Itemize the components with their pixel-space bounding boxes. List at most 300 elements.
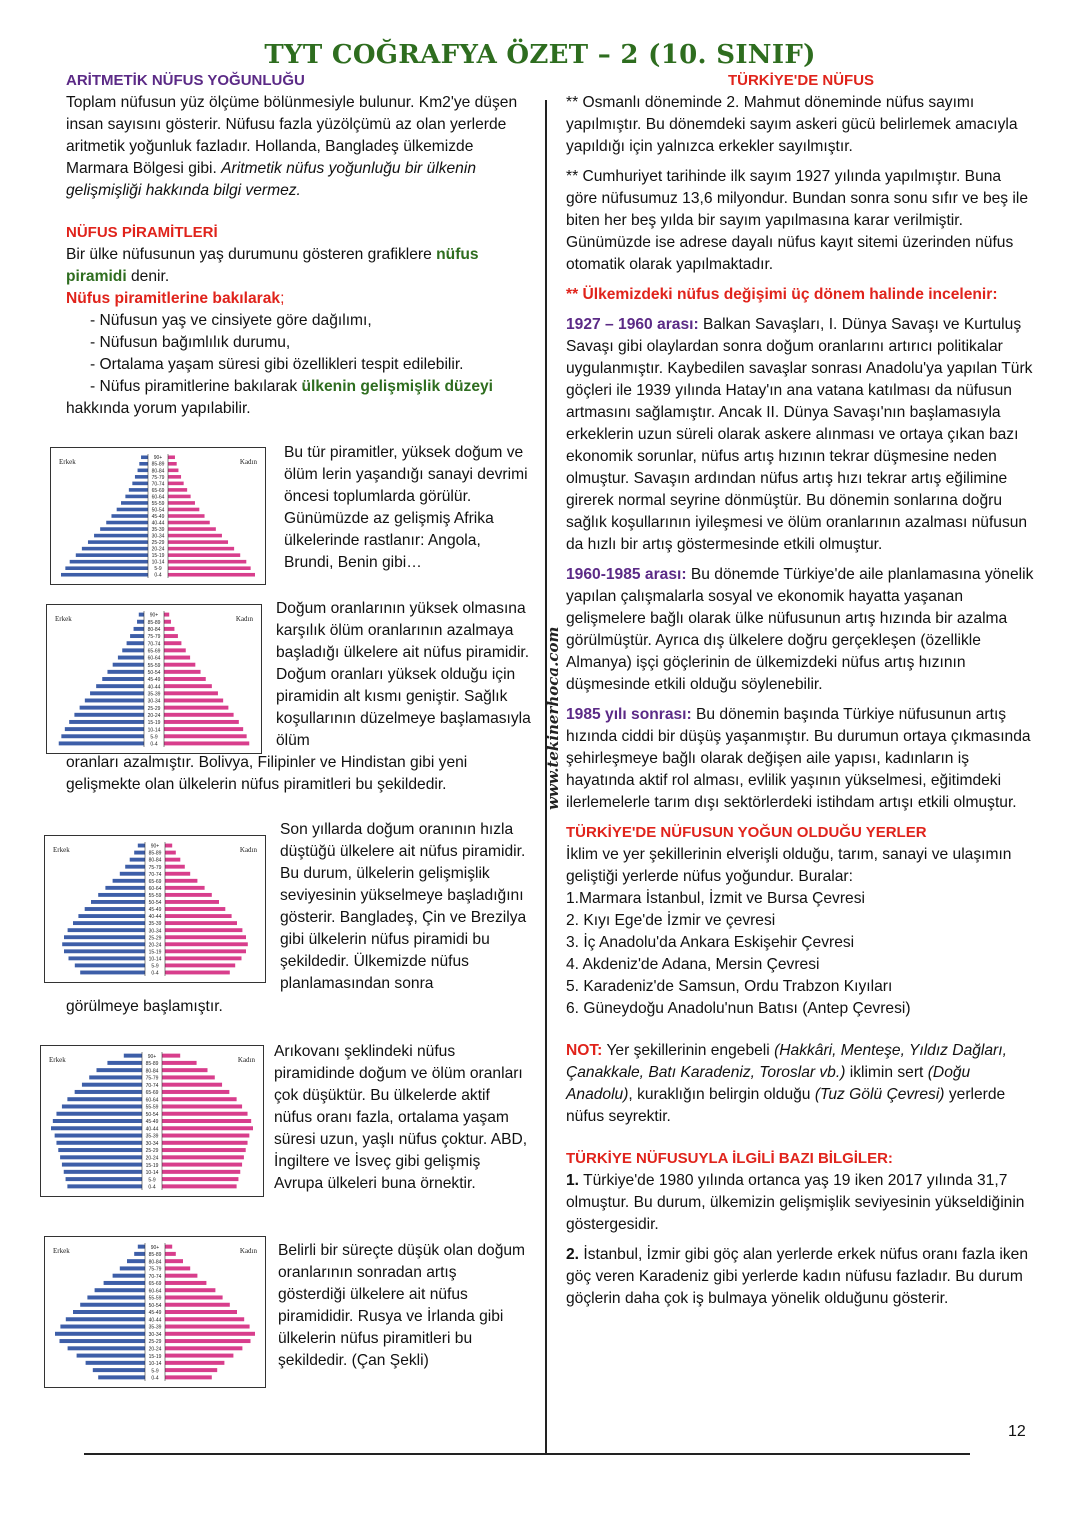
dense-area-item: 4. Akdeniz'de Adana, Mersin Çevresi — [566, 956, 820, 973]
age-label: 0-4 — [148, 1184, 156, 1191]
age-label: 30-34 — [148, 1331, 162, 1338]
male-bar — [98, 893, 145, 897]
female-bar — [164, 699, 223, 703]
turkey-population-section — [566, 70, 1036, 1310]
female-bar — [168, 540, 228, 544]
male-bar — [51, 1126, 142, 1130]
male-label: Erkek — [53, 846, 70, 854]
female-bar — [168, 495, 191, 499]
turkey-population-heading: TÜRKİYE'DE NÜFUS — [727, 72, 875, 89]
male-bar — [132, 482, 148, 486]
male-bar — [91, 900, 145, 904]
male-bar — [102, 677, 144, 681]
female-bar — [162, 1097, 237, 1101]
male-bar — [60, 1325, 145, 1329]
age-label: 25-29 — [147, 705, 161, 712]
male-bar — [98, 1375, 145, 1379]
male-bar — [107, 1061, 142, 1065]
male-bar — [138, 844, 145, 848]
age-label: 70-74 — [147, 641, 161, 648]
female-bar — [165, 1245, 172, 1249]
period-1927-1960: 1927 – 1960 arası: Balkan Savaşları, I. Dünya Savaşı ve Kurtuluş Savaşı gibi olaylardan sonra doğum oranlarını artırıcı politikalar uygulanmıştır. Kaybedilen savaşlar sonrası Anadolu'ya yapılan Türk göçleri ile 1939 yılında Hatay'ın ana vatana katılması da nüfusun artmasını sağlamıştır. Ancak II. Dünya Savaşı'nın başlamasıyla erkeklerin uzun süreli olarak askere alınması ve ortaya çıkan bazı ekonomik sorunlar, nüfus artış hızının tekrar düşmesine neden olmuştur. Savaşın ardından nüfus artış hızı tekrar artış eğilimine girerek normal seyrine dönmüştür. Bu dönemin sonlarına doğru sağlık koşullarının iyileşmesi ve ölüm oranlarının azalması nüfusun da hızlı bir artış göstermesinde etkili olmuştur. — [566, 316, 1033, 553]
male-bar — [106, 521, 148, 525]
male-bar — [121, 501, 148, 505]
female-bar — [165, 858, 180, 862]
male-bar — [134, 1252, 145, 1256]
male-bar — [85, 907, 145, 911]
age-label: 90+ — [153, 455, 163, 462]
age-label: 65-69 — [145, 1090, 159, 1097]
census-ottoman: ** Osmanlı döneminde 2. Mahmut döneminde nüfus sayımı yapılmıştır. Bu dönemdeki sayım askeri gücü belirlemek amacıyla yapıldığı için yalnızca erkekler sayılmıştır. — [566, 94, 1018, 155]
age-label: 20-24 — [148, 942, 162, 949]
age-label: 15-19 — [148, 949, 162, 956]
page-number: 12 — [1008, 1423, 1026, 1440]
female-bar — [162, 1177, 238, 1181]
male-bar — [60, 1155, 142, 1159]
female-bar — [165, 907, 225, 911]
pyramids-heading: NÜFUS PİRAMİTLERİ — [66, 224, 218, 241]
age-label: 25-29 — [145, 1148, 159, 1155]
female-bar — [164, 620, 171, 624]
female-bar — [165, 851, 176, 855]
male-bar — [68, 1346, 145, 1350]
age-label: 0-4 — [154, 572, 162, 579]
male-bar — [61, 573, 148, 577]
info-item-1: 1. Türkiye'de 1980 yılında ortanca yaş 19 iken 2017 yılında 31,7 olmuştur. Bu durum, ülkemizin gelişmişlik seviyesinin yükseldiğinin göstergesidir. — [566, 1172, 1025, 1233]
female-bar — [168, 455, 175, 459]
pyramid-4-text: Arıkovanı şeklindeki nüfus piramidinde doğum ve ölüm oranları çok düşüktür. Bu ülkelerde aktif nüfus oranı fazla, ortalama yaşam süresi uzun, yaşlı nüfus çoktur. ABD, İngiltere ve İsveç gibi gelişmiş Avrupa ülkeleri buna örnektir. — [274, 1043, 528, 1192]
female-bar — [164, 634, 178, 638]
female-bar — [164, 713, 234, 717]
male-bar — [58, 1148, 142, 1152]
male-bar — [113, 663, 144, 667]
male-bar — [138, 1245, 145, 1249]
male-bar — [100, 527, 148, 531]
age-label: 85-89 — [148, 850, 162, 857]
female-bar — [162, 1061, 197, 1065]
period-after-1985: 1985 yılı sonrası: Bu dönemin başında Türkiye nüfusunun artış hızında ciddi bir düşüş yaşanmıştır. Bu durumun ortaya çıkmasında şehirleşmeye bağlı olarak değişen aile yapısı, kadınların iş hayatında aktif rol alması, evlilik yaşının yükselmesi, eğitimdeki ilerlemelerle tarım dışı sektörlerdeki istihdam artışı etkili olmuştur. — [566, 706, 1031, 811]
female-bar — [162, 1155, 244, 1159]
age-label: 90+ — [147, 1053, 157, 1060]
female-bar — [162, 1083, 222, 1087]
male-bar — [122, 648, 144, 652]
male-bar — [129, 488, 148, 492]
female-bar — [165, 935, 246, 939]
male-bar — [118, 656, 144, 660]
pyramid-chart-2 — [46, 604, 262, 754]
female-bar — [165, 1281, 206, 1285]
female-bar — [165, 1361, 224, 1365]
female-bar — [165, 963, 235, 967]
male-bar — [93, 1368, 145, 1372]
age-label: 40-44 — [148, 914, 162, 921]
age-label: 75-79 — [151, 474, 165, 481]
age-label: 30-34 — [148, 928, 162, 935]
age-label: 80-84 — [145, 1068, 159, 1075]
male-bar — [56, 1141, 142, 1145]
info-heading: TÜRKİYE NÜFUSUYLA İLGİLİ BAZI BİLGİLER: — [566, 1150, 893, 1167]
male-bar — [95, 1288, 145, 1292]
female-bar — [165, 1354, 233, 1358]
pyramid-3-text: Son yıllarda doğum oranının hızla düştüğü ülkelere ait nüfus piramidir. Bu durum, ülkelerin gelişmişlik seviyesinin yükselmeye başladığını gösterir. Bangladeş, Çin ve Brezilya gibi ülkelerin nüfus piramidi bu şekildedir. Ülkemizde nüfus planlamasından sonra — [280, 821, 527, 992]
female-bar — [168, 475, 181, 479]
female-bar — [164, 613, 169, 617]
female-bar — [165, 1332, 255, 1336]
male-label: Erkek — [59, 458, 76, 466]
male-bar — [105, 886, 145, 890]
pyramid-chart-3 — [44, 835, 266, 983]
female-bar — [162, 1104, 242, 1108]
age-label: 35-39 — [148, 1324, 162, 1331]
age-label: 75-79 — [148, 1266, 162, 1273]
male-bar — [61, 734, 144, 738]
age-label: 15-19 — [148, 1353, 162, 1360]
male-bar — [66, 1177, 142, 1181]
male-bar — [141, 455, 148, 459]
age-label: 60-64 — [148, 1288, 162, 1295]
male-bar — [86, 1361, 145, 1365]
male-bar — [139, 462, 148, 466]
male-bar — [130, 858, 145, 862]
age-label: 25-29 — [151, 540, 165, 547]
male-label: Erkek — [55, 615, 72, 623]
age-label: 85-89 — [151, 461, 165, 468]
age-label: 30-34 — [147, 698, 161, 705]
age-label: 90+ — [149, 612, 159, 619]
female-bar — [165, 1252, 176, 1256]
male-bar — [134, 627, 144, 631]
female-label: Kadın — [239, 458, 257, 466]
arithmetic-heading: ARİTMETİK NÜFUS YOĞUNLUĞU — [66, 72, 305, 89]
male-bar — [82, 1083, 142, 1087]
info-item-2: 2. İstanbul, İzmir gibi göç alan yerlerde erkek nüfus oranı fazla iken göç veren Karadeniz gibi yerlerde kadın nüfusu fazladır. Bu durum göçlerin daha çok iş bulmaya yönelik olduğunu gösterir. — [566, 1246, 1029, 1307]
female-bar — [164, 727, 243, 731]
male-bar — [73, 1310, 145, 1314]
pyramid-chart-4 — [40, 1045, 264, 1197]
male-bar — [62, 942, 145, 946]
age-label: 80-84 — [147, 627, 161, 634]
age-label: 5-9 — [151, 1368, 159, 1375]
age-label: 15-19 — [151, 553, 165, 560]
pyramid-chart-1 — [50, 447, 266, 585]
male-label: Erkek — [53, 1247, 70, 1255]
age-label: 45-49 — [148, 1310, 162, 1317]
male-bar — [113, 879, 145, 883]
male-bar — [64, 949, 145, 953]
age-label: 65-69 — [147, 648, 161, 655]
age-label: 45-49 — [148, 907, 162, 914]
female-bar — [168, 469, 178, 473]
male-bar — [68, 928, 145, 932]
male-bar — [74, 713, 144, 717]
female-bar — [164, 677, 206, 681]
male-bar — [127, 1259, 145, 1263]
female-bar — [164, 734, 247, 738]
age-label: 30-34 — [145, 1140, 159, 1147]
female-bar — [164, 627, 174, 631]
male-bar — [97, 1068, 143, 1072]
pyramids-bullet: - Nüfusun yaş ve cinsiyete göre dağılımı, — [90, 312, 372, 329]
age-label: 10-14 — [147, 727, 161, 734]
female-bar — [168, 462, 177, 466]
dense-areas-intro: İklim ve yer şekillerinin elverişli olduğu, tarım, sanayi ve ulaşımın geliştiği yerlerde nüfus yoğundur. Buralar: — [566, 846, 1012, 885]
female-bar — [162, 1068, 208, 1072]
male-bar — [104, 1281, 145, 1285]
female-bar — [164, 720, 239, 724]
female-bar — [164, 663, 195, 667]
male-bar — [59, 741, 144, 745]
age-label: 35-39 — [148, 921, 162, 928]
male-bar — [70, 560, 148, 564]
female-bar — [165, 886, 205, 890]
female-bar — [164, 648, 186, 652]
female-bar — [162, 1119, 251, 1123]
age-label: 80-84 — [148, 1259, 162, 1266]
male-bar — [135, 475, 148, 479]
watermark-text: www.tekinerhoca.com — [544, 626, 562, 810]
male-bar — [87, 1295, 145, 1299]
male-bar — [82, 547, 148, 551]
male-bar — [67, 1097, 142, 1101]
age-label: 50-54 — [147, 669, 161, 676]
age-label: 70-74 — [151, 481, 165, 488]
male-bar — [134, 851, 145, 855]
female-bar — [162, 1126, 253, 1130]
male-bar — [139, 613, 144, 617]
female-bar — [165, 921, 237, 925]
pyramids-lead: Nüfus piramitlerine bakılarak; — [66, 290, 285, 307]
periods-intro: ** Ülkemizdeki nüfus değişimi üç dönem halinde incelenir: — [566, 286, 998, 303]
female-bar — [168, 553, 240, 557]
age-label: 80-84 — [148, 857, 162, 864]
female-bar — [165, 1266, 190, 1270]
male-bar — [64, 935, 145, 939]
age-label: 25-29 — [148, 935, 162, 942]
age-label: 25-29 — [148, 1339, 162, 1346]
female-bar — [168, 527, 216, 531]
female-bar — [164, 706, 228, 710]
age-label: 55-59 — [148, 893, 162, 900]
female-bar — [162, 1163, 242, 1167]
female-bar — [165, 900, 219, 904]
female-bar — [168, 534, 222, 538]
footer-line — [84, 1453, 970, 1455]
age-label: 5-9 — [150, 734, 158, 741]
female-bar — [164, 670, 201, 674]
male-bar — [75, 1090, 142, 1094]
pyramid-3-text-cont: görülmeye başlamıştır. — [66, 998, 223, 1015]
female-bar — [165, 1303, 230, 1307]
age-label: 60-64 — [148, 885, 162, 892]
female-bar — [165, 1259, 183, 1263]
age-label: 55-59 — [145, 1104, 159, 1111]
male-bar — [64, 1170, 142, 1174]
female-bar — [165, 1288, 215, 1292]
male-bar — [62, 1163, 142, 1167]
dense-areas-heading: TÜRKİYE'DE NÜFUSUN YOĞUN OLDUĞU YERLER — [566, 824, 927, 841]
age-label: 20-24 — [147, 712, 161, 719]
age-label: 35-39 — [147, 691, 161, 698]
male-bar — [55, 1134, 142, 1138]
male-bar — [78, 914, 145, 918]
age-label: 55-59 — [148, 1295, 162, 1302]
female-bar — [165, 1325, 250, 1329]
female-bar — [165, 914, 232, 918]
female-bar — [168, 508, 199, 512]
age-label: 65-69 — [148, 878, 162, 885]
male-bar — [137, 620, 144, 624]
pyramid-chart-5 — [44, 1236, 266, 1388]
age-label: 30-34 — [151, 533, 165, 540]
male-bar — [89, 1075, 142, 1079]
age-label: 20-24 — [148, 1346, 162, 1353]
female-bar — [168, 560, 246, 564]
male-bar — [60, 1339, 146, 1343]
age-label: 20-24 — [151, 546, 165, 553]
female-label: Kadın — [239, 846, 257, 854]
female-bar — [168, 514, 205, 518]
watermark — [538, 595, 568, 815]
age-label: 60-64 — [145, 1097, 159, 1104]
age-label: 0-4 — [151, 1375, 159, 1382]
age-label: 10-14 — [148, 1361, 162, 1368]
female-bar — [168, 482, 184, 486]
age-label: 55-59 — [151, 500, 165, 507]
age-label: 85-89 — [148, 1252, 162, 1259]
female-bar — [165, 971, 230, 975]
female-bar — [168, 573, 255, 577]
female-bar — [165, 844, 172, 848]
male-bar — [120, 1266, 145, 1270]
female-bar — [165, 1295, 223, 1299]
pyramid-1-text: Bu tür piramitler, yüksek doğum ve ölüm lerin yaşandığı sanayi devrimi öncesi toplumlarda görülür. Günümüzde az gelişmiş Afrika ülkelerinde rastlanır: Angola, Brundi, Benin gibi… — [284, 444, 528, 571]
arithmetic-text: Toplam nüfusun yüz ölçüme bölünmesiyle bulunur. Km2'ye düşen insan sayısını gösterir. Nüfusu fazla yüzölçümü az olan yerlerde aritmetik yoğunluk fazladır. Hollanda, Bangladeş ülkemizde Marmara Bölgesi gibi. Aritmetik nüfus yoğunluğu bir ülkenin gelişmişliği hakkında bilgi vermez. — [66, 94, 518, 199]
age-label: 35-39 — [151, 527, 165, 534]
female-bar — [168, 521, 210, 525]
female-bar — [164, 691, 218, 695]
female-bar — [162, 1075, 215, 1079]
age-label: 10-14 — [145, 1170, 159, 1177]
census-republic: ** Cumhuriyet tarihinde ilk sayım 1927 yılında yapılmıştır. Buna göre nüfusumuz 13,6 milyondur. Bundan sonra sonu sıfır ve beş ile biten her beş yılda bir sayım yapılmasına karar verilmiştir. Günümüzde ise adrese dayalı nüfus kayıt sitemi üzerinden nüfus otomatik olarak yapılmaktadır. — [566, 168, 1029, 273]
dense-area-item: 3. İç Anadolu'da Ankara Eskişehir Çevresi — [566, 934, 855, 951]
dense-area-item: 6. Güneydoğu Anadolu'nun Batısı (Antep Çevresi) — [566, 1000, 911, 1017]
age-label: 5-9 — [148, 1177, 156, 1184]
pyramids-section — [66, 222, 536, 420]
female-bar — [165, 1317, 244, 1321]
age-label: 70-74 — [148, 871, 162, 878]
female-bar — [165, 865, 185, 869]
male-bar — [56, 1112, 142, 1116]
age-label: 80-84 — [151, 468, 165, 475]
male-bar — [107, 670, 144, 674]
male-bar — [62, 1104, 142, 1108]
age-label: 70-74 — [145, 1082, 159, 1089]
male-bar — [67, 1184, 142, 1188]
period-1960-1985: 1960-1985 arası: Bu dönemde Türkiye'de aile planlamasına yönelik yapılan çalışmalarla sosyal ve ekonomik hayatta yaşanan gelişmelere bağlı olarak ülke nüfusunun artış hızında bir azalma görülmüştür. Ayrıca dış ülkelere doğru gerçekleşen (özellikle Almanya) işçi göçlerinin de ülkemizdeki nüfus artış hızının düşmesinde etkili olduğu söylenebilir. — [566, 566, 1034, 693]
male-bar — [127, 641, 144, 645]
male-bar — [80, 971, 145, 975]
female-bar — [165, 1339, 251, 1343]
male-bar — [138, 469, 148, 473]
age-label: 75-79 — [145, 1075, 159, 1082]
age-label: 40-44 — [145, 1126, 159, 1133]
female-bar — [168, 547, 234, 551]
female-bar — [164, 684, 212, 688]
female-bar — [164, 656, 190, 660]
age-label: 10-14 — [148, 956, 162, 963]
male-bar — [75, 963, 145, 967]
male-bar — [111, 514, 148, 518]
male-bar — [96, 684, 144, 688]
age-label: 90+ — [150, 843, 160, 850]
female-bar — [165, 928, 242, 932]
pyramids-bullet-4: - Nüfus piramitlerine bakılarak ülkenin gelişmişlik düzeyi hakkında yorum yapılabilir. — [66, 378, 494, 417]
female-bar — [165, 1375, 212, 1379]
age-label: 5-9 — [154, 566, 162, 573]
female-bar — [165, 956, 242, 960]
age-label: 65-69 — [151, 487, 165, 494]
pyramid-2-text: Doğum oranlarının yüksek olmasına karşılık ölüm oranlarının azalmaya başladığı ülkelere ait nüfus piramidir. Doğum oranları yüksek olduğu için piramidin alt kısmı geniştir. Sağlık koşullarının düzelmeye başlamasıyla ölüm — [276, 600, 531, 749]
female-bar — [162, 1184, 237, 1188]
male-bar — [69, 956, 146, 960]
age-label: 90+ — [150, 1244, 160, 1251]
male-label: Erkek — [49, 1056, 66, 1064]
female-label: Kadın — [235, 615, 253, 623]
male-bar — [85, 699, 144, 703]
age-label: 40-44 — [147, 684, 161, 691]
female-bar — [165, 942, 248, 946]
pyramid-2-text-cont: oranları azalmıştır. Bolivya, Filipinler ve Hindistan gibi yeni gelişmekte olan ülkelerin nüfus piramitleri bu şekildedir. — [66, 754, 468, 793]
male-bar — [53, 1119, 142, 1123]
pyramids-bullet: - Nüfusun bağımlılık durumu, — [90, 334, 291, 351]
age-label: 0-4 — [150, 741, 158, 748]
male-bar — [80, 1303, 145, 1307]
female-label: Kadın — [237, 1056, 255, 1064]
age-label: 20-24 — [145, 1155, 159, 1162]
female-bar — [165, 1346, 242, 1350]
dense-area-item: 2. Kıyı Ege'de İzmir ve çevresi — [566, 912, 776, 929]
male-bar — [76, 553, 148, 557]
female-bar — [162, 1054, 180, 1058]
female-bar — [162, 1148, 246, 1152]
male-bar — [113, 1274, 145, 1278]
female-bar — [168, 501, 195, 505]
age-label: 45-49 — [145, 1119, 159, 1126]
male-bar — [117, 508, 148, 512]
female-bar — [164, 741, 249, 745]
dense-area-item: 1.Marmara İstanbul, İzmit ve Bursa Çevresi — [566, 890, 865, 907]
age-label: 65-69 — [148, 1281, 162, 1288]
male-bar — [90, 691, 144, 695]
age-label: 55-59 — [147, 662, 161, 669]
age-label: 85-89 — [147, 619, 161, 626]
male-bar — [77, 1354, 145, 1358]
female-bar — [162, 1141, 248, 1145]
male-bar — [88, 540, 148, 544]
male-bar — [125, 495, 148, 499]
age-label: 70-74 — [148, 1273, 162, 1280]
female-bar — [168, 566, 251, 570]
female-bar — [164, 641, 181, 645]
age-label: 15-19 — [147, 720, 161, 727]
female-bar — [165, 872, 190, 876]
female-bar — [165, 949, 246, 953]
male-bar — [73, 921, 145, 925]
male-bar — [120, 872, 145, 876]
female-bar — [162, 1134, 249, 1138]
age-label: 60-64 — [147, 655, 161, 662]
female-bar — [165, 879, 197, 883]
